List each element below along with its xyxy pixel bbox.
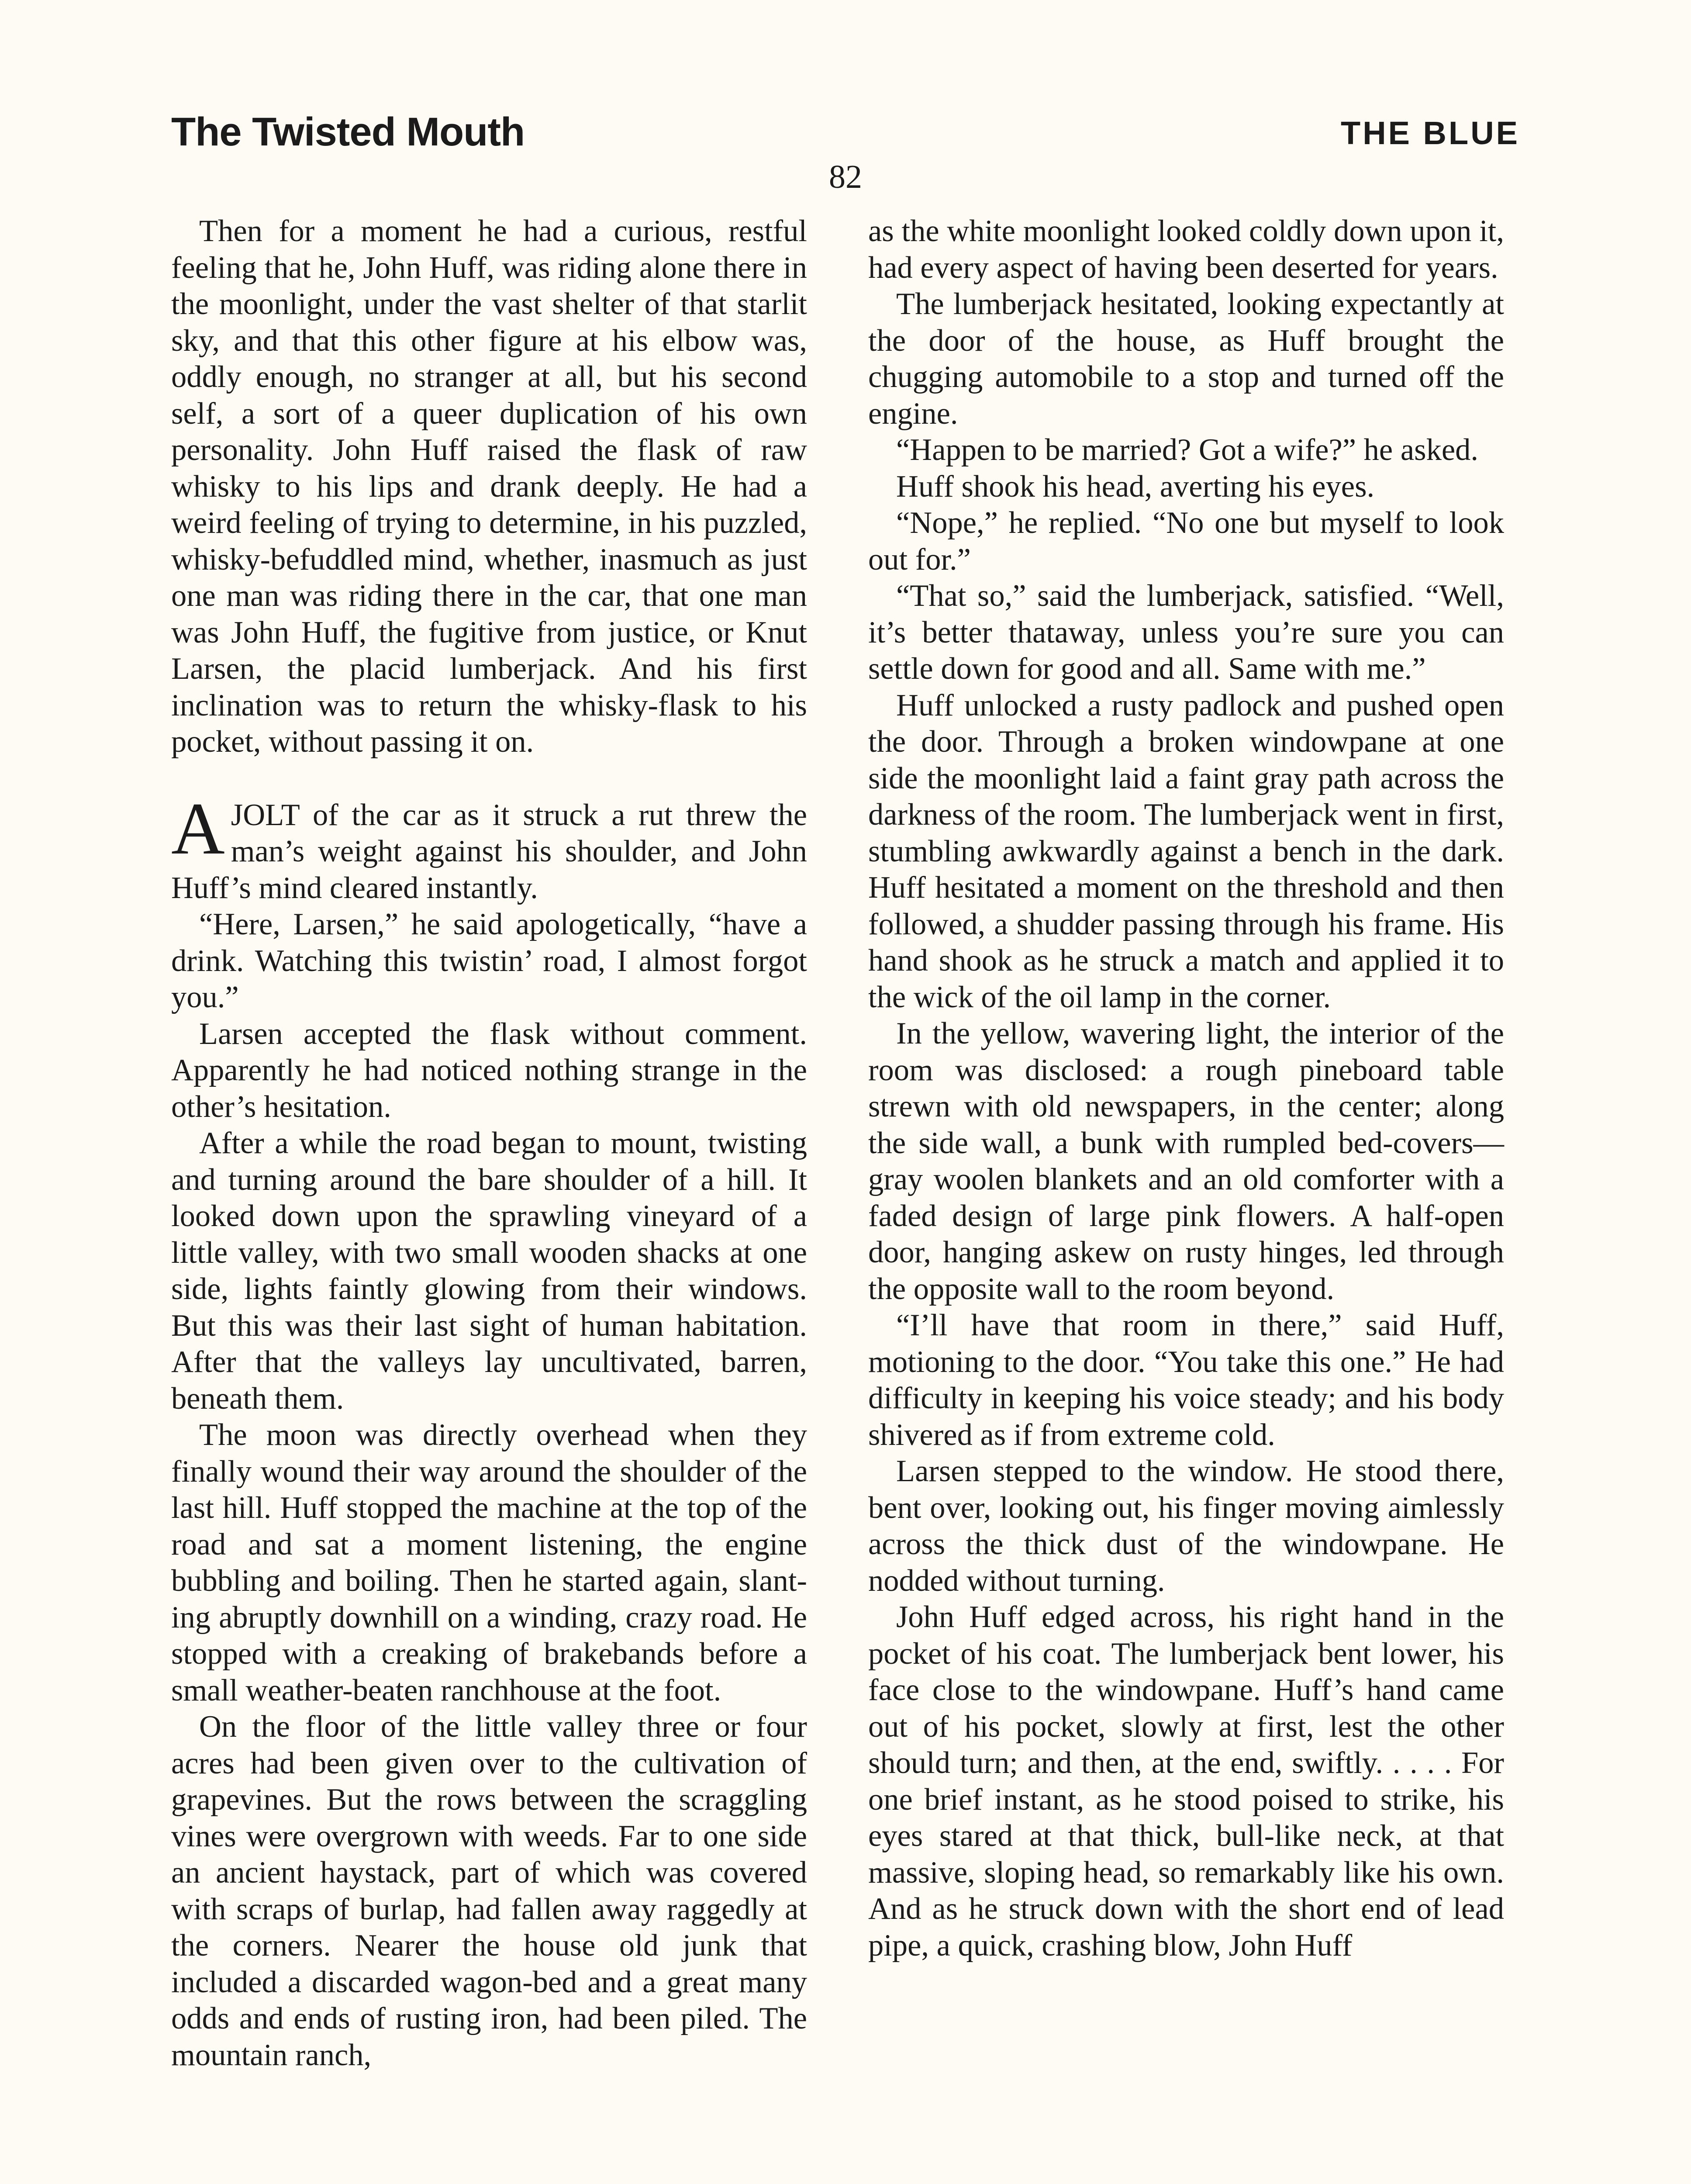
paragraph: as the white moonlight looked coldly down upon it, had every aspect of having been deserted for years.: [868, 214, 1504, 285]
story-title: The Twisted Mouth: [171, 110, 525, 154]
paragraph: Huff shook his head, averting his eyes.: [896, 469, 1375, 504]
paragraph: Larsen stepped to the window. He stood there, bent over, looking out, his finger moving aimlessly across the thick dust of the windowpane. He nodded without turning.: [868, 1454, 1504, 1598]
paragraph: “Happen to be married? Got a wife?” he asked.: [896, 433, 1478, 467]
paragraph-text: JOLT of the car as it struck a rut threw the man’s weight against his shoulder, and John Huff’s mind cleared instantly.: [171, 798, 807, 905]
paragraph: “Nope,” he replied. “No one but myself to look out for.”: [868, 506, 1504, 577]
drop-cap: A: [171, 787, 225, 870]
section-break: [171, 760, 807, 797]
paragraph-with-dropcap: [171, 787, 807, 907]
paragraph: In the yellow, wavering light, the interior of the room was disclosed: a rough pineboard table strewn with old newspapers, in the center; along the side wall, a bunk with rumpled bed-covers—gray woolen blankets and an old comforter with a faded design of large pink flowers. A half-open door, hanging askew on rusty hinges, led through the opposite wall to the room beyond.: [868, 1016, 1504, 1306]
magazine-name: THE BLUE: [1341, 115, 1520, 151]
paragraph: Larsen accepted the flask without comment. Apparently he had noticed nothing strange in the other’s hesitation.: [171, 1016, 807, 1124]
paragraph: On the floor of the little valley three or four acres had been given over to the cultivation of grapevines. But the rows between the scraggling vines were overgrown with weeds. Far to one side an ancient haystack, part of which was covered with scraps of burlap, had fallen away raggedly at the corners. Nearer the house old junk that included a discarded wagon-bed and a great many odds and ends of rusting iron, had been piled. The mountain ranch,: [171, 1710, 807, 2072]
paragraph: John Huff edged across, his right hand in the pocket of his coat. The lumberjack bent lower, his face close to the windowpane. Huff’s hand came out of his pocket, slowly at first, lest the other should turn; and then, at the end, swiftly. . . . . For one brief instant, as he stood poised to strike, his eyes stared at that thick, bull-like neck, at that massive, sloping head, so remarkably like his own. And as he struck down with the short end of lead pipe, a quick, crashing blow, John Huff: [868, 1600, 1504, 1963]
paragraph: The lumberjack hesitated, looking expectantly at the door of the house, as Huff brought the chugging automobile to a stop and turned off the engine.: [868, 287, 1504, 431]
page-number: 82: [829, 159, 862, 195]
paragraph: The moon was directly overhead when they finally wound their way around the shoulder of the last hill. Huff stopped the machine at the top of the road and sat a moment listening, the engine bubbling and boiling. Then he started again, slanting abruptly downhill on a winding, crazy road. He stopped with a creaking of brakebands before a small weather-beaten ranchhouse at the foot.: [171, 1418, 807, 1707]
left-column: [171, 213, 807, 2073]
paragraph: Then for a moment he had a curious, restful feeling that he, John Huff, was riding alone there in the moonlight, under the vast shelter of that starlit sky, and that this other figure at his elbow was, oddly enough, no stranger at all, but his second self, a sort of a queer duplication of his own personality. John Huff raised the flask of raw whisky to his lips and drank deeply. He had a weird feeling of trying to determine, in his puzzled, whisky-befuddled mind, whether, inasmuch as just one man was riding there in the car, that one man was John Huff, the fugitive from justice, or Knut Larsen, the placid lumberjack. And his first inclination was to return the whisky-flask to his pocket, without passing it on.: [171, 214, 807, 759]
paragraph: Huff unlocked a rusty padlock and pushed open the door. Through a broken windowpane at one side the moonlight laid a faint gray path across the darkness of the room. The lumberjack went in first, stumbling awkwardly against a bench in the dark. Huff hesitated a moment on the threshold and then followed, a shudder passing through his frame. His hand shook as he struck a match and applied it to the wick of the oil lamp in the corner.: [868, 688, 1504, 1014]
right-column: [868, 213, 1504, 1964]
paragraph: “I’ll have that room in there,” said Huff, motioning to the door. “You take this one.” He had difficulty in keeping his voice steady; and his body shivered as if from extreme cold.: [868, 1308, 1504, 1452]
paragraph: “Here, Larsen,” he said apologetically, “have a drink. Watching this twistin’ road, I almost forgot you.”: [171, 907, 807, 1014]
paragraph: “That so,” said the lumberjack, satisfied. “Well, it’s better thataway, unless you’re sure you can settle down for good and all. Same with me.”: [868, 579, 1504, 686]
paragraph: After a while the road began to mount, twisting and turning around the bare shoulder of a hill. It looked down upon the sprawling vineyard of a little valley, with two small wooden shacks at one side, lights faintly glowing from their windows. But this was their last sight of human habitation. After that the valleys lay uncultivated, barren, beneath them.: [171, 1126, 807, 1416]
